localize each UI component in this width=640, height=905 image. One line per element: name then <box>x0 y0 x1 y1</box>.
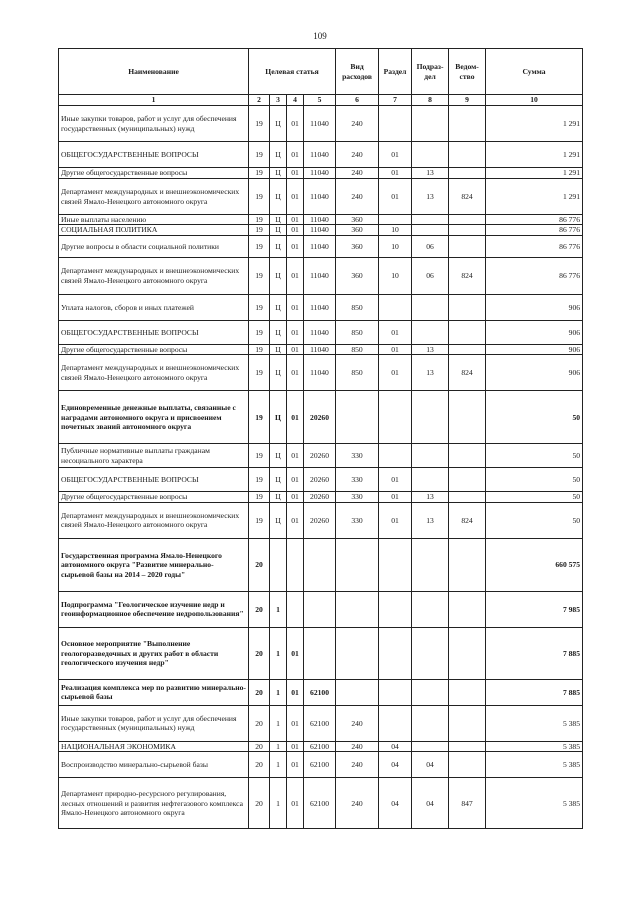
department-code: 824 <box>449 355 486 391</box>
department-code <box>449 225 486 235</box>
sum-value: 7 885 <box>486 679 583 705</box>
section-code: 04 <box>379 752 412 778</box>
row-name: Основное мероприятие "Выполнение геологоразведочных и других работ в области геологического изучения недр" <box>59 627 249 679</box>
subsection-code <box>412 591 449 627</box>
target-code-2: Ц <box>270 142 287 168</box>
target-code-2: Ц <box>270 235 287 257</box>
row-name: Иные закупки товаров, работ и услуг для обеспечения государственных (муниципальных) нужд <box>59 705 249 741</box>
target-code-1: 19 <box>249 320 270 344</box>
expense-type: 240 <box>336 778 379 829</box>
table-row <box>59 142 583 168</box>
target-code-1: 19 <box>249 294 270 320</box>
table-row <box>59 705 583 741</box>
target-code-3: 01 <box>287 778 304 829</box>
table-row <box>59 235 583 257</box>
target-code-4: 11040 <box>304 235 336 257</box>
expense-type: 850 <box>336 344 379 354</box>
expense-type: 240 <box>336 741 379 751</box>
expense-type: 360 <box>336 257 379 294</box>
target-code-1: 20 <box>249 752 270 778</box>
table-row <box>59 492 583 502</box>
target-code-3: 01 <box>287 741 304 751</box>
sum-value: 1 291 <box>486 179 583 215</box>
department-code <box>449 215 486 225</box>
target-code-2: 1 <box>270 627 287 679</box>
section-code <box>379 106 412 142</box>
target-code-2: 1 <box>270 679 287 705</box>
target-code-1: 20 <box>249 538 270 591</box>
section-code <box>379 705 412 741</box>
table-row <box>59 215 583 225</box>
target-code-1: 19 <box>249 106 270 142</box>
subsection-code <box>412 391 449 444</box>
section-code <box>379 679 412 705</box>
table-row <box>59 591 583 627</box>
target-code-2: Ц <box>270 215 287 225</box>
target-code-1: 19 <box>249 444 270 468</box>
budget-table <box>58 48 583 829</box>
subsection-code: 13 <box>412 502 449 538</box>
target-code-2: 1 <box>270 705 287 741</box>
target-code-1: 19 <box>249 492 270 502</box>
subsection-code <box>412 320 449 344</box>
row-name: Департамент международных и внешнеэкономических связей Ямало-Ненецкого автономного округа <box>59 179 249 215</box>
sum-value: 660 575 <box>486 538 583 591</box>
table-row <box>59 320 583 344</box>
expense-type: 240 <box>336 106 379 142</box>
target-code-4: 11040 <box>304 179 336 215</box>
row-name: Иные выплаты населению <box>59 215 249 225</box>
row-name: Другие общегосударственные вопросы <box>59 492 249 502</box>
table-row <box>59 778 583 829</box>
section-code: 10 <box>379 225 412 235</box>
target-code-3 <box>287 538 304 591</box>
target-code-2: Ц <box>270 391 287 444</box>
table-row <box>59 538 583 591</box>
sum-value: 50 <box>486 391 583 444</box>
expense-type: 240 <box>336 752 379 778</box>
column-number-row <box>59 95 583 106</box>
expense-type: 240 <box>336 168 379 179</box>
target-code-2: Ц <box>270 502 287 538</box>
sum-value: 50 <box>486 468 583 492</box>
expense-type: 850 <box>336 355 379 391</box>
target-code-1: 19 <box>249 468 270 492</box>
table-row <box>59 679 583 705</box>
expense-type <box>336 627 379 679</box>
sum-value: 1 291 <box>486 106 583 142</box>
row-name: ОБЩЕГОСУДАРСТВЕННЫЕ ВОПРОСЫ <box>59 142 249 168</box>
target-code-1: 19 <box>249 391 270 444</box>
target-code-4: 62100 <box>304 752 336 778</box>
header-expense-type: Вид расходов <box>336 49 379 95</box>
column-number: 8 <box>412 95 449 106</box>
target-code-4: 62100 <box>304 778 336 829</box>
column-number: 9 <box>449 95 486 106</box>
page-number: 109 <box>313 31 327 41</box>
target-code-3: 01 <box>287 752 304 778</box>
table-row <box>59 179 583 215</box>
target-code-1: 19 <box>249 344 270 354</box>
subsection-code <box>412 444 449 468</box>
section-code: 04 <box>379 778 412 829</box>
target-code-3: 01 <box>287 355 304 391</box>
row-name: Другие общегосударственные вопросы <box>59 168 249 179</box>
section-code: 01 <box>379 492 412 502</box>
sum-value: 1 291 <box>486 142 583 168</box>
subsection-code <box>412 741 449 751</box>
subsection-code <box>412 106 449 142</box>
row-name: Воспроизводство минерально-сырьевой базы <box>59 752 249 778</box>
department-code <box>449 468 486 492</box>
table-row <box>59 741 583 751</box>
table-row <box>59 344 583 354</box>
target-code-4: 11040 <box>304 355 336 391</box>
row-name: Департамент международных и внешнеэкономических связей Ямало-Ненецкого автономного округа <box>59 355 249 391</box>
section-code: 01 <box>379 320 412 344</box>
subsection-code: 13 <box>412 179 449 215</box>
table-row <box>59 468 583 492</box>
expense-type: 330 <box>336 444 379 468</box>
table-row <box>59 444 583 468</box>
header-subsection: Подраз-дел <box>412 49 449 95</box>
row-name: ОБЩЕГОСУДАРСТВЕННЫЕ ВОПРОСЫ <box>59 320 249 344</box>
target-code-2 <box>270 538 287 591</box>
target-code-1: 19 <box>249 215 270 225</box>
section-code <box>379 591 412 627</box>
table-row <box>59 355 583 391</box>
table-row <box>59 502 583 538</box>
department-code <box>449 142 486 168</box>
target-code-2: Ц <box>270 492 287 502</box>
target-code-4: 11040 <box>304 106 336 142</box>
department-code: 824 <box>449 502 486 538</box>
department-code <box>449 168 486 179</box>
target-code-1: 20 <box>249 679 270 705</box>
target-code-2: Ц <box>270 168 287 179</box>
table-row <box>59 168 583 179</box>
target-code-1: 20 <box>249 778 270 829</box>
table-row <box>59 257 583 294</box>
column-number: 6 <box>336 95 379 106</box>
subsection-code: 04 <box>412 778 449 829</box>
section-code: 01 <box>379 344 412 354</box>
department-code <box>449 106 486 142</box>
target-code-1: 19 <box>249 168 270 179</box>
target-code-1: 19 <box>249 502 270 538</box>
section-code: 01 <box>379 179 412 215</box>
target-code-1: 19 <box>249 235 270 257</box>
subsection-code: 06 <box>412 235 449 257</box>
target-code-2: 1 <box>270 752 287 778</box>
section-code: 01 <box>379 468 412 492</box>
department-code <box>449 752 486 778</box>
department-code: 824 <box>449 179 486 215</box>
department-code <box>449 391 486 444</box>
row-name: Публичные нормативные выплаты гражданам несоциального характера <box>59 444 249 468</box>
target-code-4: 62100 <box>304 741 336 751</box>
target-code-4: 11040 <box>304 142 336 168</box>
target-code-4: 20260 <box>304 492 336 502</box>
target-code-3: 01 <box>287 106 304 142</box>
department-code <box>449 235 486 257</box>
column-number: 7 <box>379 95 412 106</box>
expense-type <box>336 391 379 444</box>
target-code-2: Ц <box>270 468 287 492</box>
target-code-3: 01 <box>287 679 304 705</box>
target-code-4: 20260 <box>304 444 336 468</box>
column-number: 3 <box>270 95 287 106</box>
target-code-2: Ц <box>270 320 287 344</box>
target-code-1: 20 <box>249 741 270 751</box>
target-code-2: Ц <box>270 355 287 391</box>
subsection-code: 04 <box>412 752 449 778</box>
section-code <box>379 215 412 225</box>
section-code <box>379 627 412 679</box>
target-code-1: 19 <box>249 257 270 294</box>
column-number: 5 <box>304 95 336 106</box>
target-code-2: Ц <box>270 344 287 354</box>
target-code-3 <box>287 591 304 627</box>
target-code-3: 01 <box>287 142 304 168</box>
target-code-3: 01 <box>287 391 304 444</box>
target-code-2: 1 <box>270 741 287 751</box>
expense-type: 360 <box>336 235 379 257</box>
table-row <box>59 752 583 778</box>
row-name: Департамент международных и внешнеэкономических связей Ямало-Ненецкого автономного округа <box>59 257 249 294</box>
department-code <box>449 741 486 751</box>
target-code-1: 19 <box>249 142 270 168</box>
sum-value: 50 <box>486 492 583 502</box>
header-row <box>59 49 583 95</box>
table-row <box>59 391 583 444</box>
row-name: Другие общегосударственные вопросы <box>59 344 249 354</box>
expense-type <box>336 538 379 591</box>
expense-type: 330 <box>336 468 379 492</box>
subsection-code: 13 <box>412 355 449 391</box>
row-name: ОБЩЕГОСУДАРСТВЕННЫЕ ВОПРОСЫ <box>59 468 249 492</box>
expense-type: 240 <box>336 705 379 741</box>
section-code: 04 <box>379 741 412 751</box>
sum-value: 50 <box>486 444 583 468</box>
target-code-4 <box>304 538 336 591</box>
target-code-3: 01 <box>287 502 304 538</box>
department-code: 824 <box>449 257 486 294</box>
target-code-2: Ц <box>270 444 287 468</box>
target-code-4: 20260 <box>304 502 336 538</box>
department-code <box>449 344 486 354</box>
column-number: 1 <box>59 95 249 106</box>
target-code-2: 1 <box>270 778 287 829</box>
sum-value: 906 <box>486 320 583 344</box>
target-code-4: 11040 <box>304 168 336 179</box>
expense-type: 330 <box>336 492 379 502</box>
subsection-code: 13 <box>412 344 449 354</box>
table-row <box>59 627 583 679</box>
sum-value: 5 385 <box>486 752 583 778</box>
department-code <box>449 679 486 705</box>
sum-value: 86 776 <box>486 257 583 294</box>
row-name: Подпрограмма "Геологическое изучение недр и геоинформационное обеспечение недропользования" <box>59 591 249 627</box>
sum-value: 5 385 <box>486 778 583 829</box>
target-code-3: 01 <box>287 705 304 741</box>
section-code: 01 <box>379 355 412 391</box>
row-name: Другие вопросы в области социальной политики <box>59 235 249 257</box>
target-code-2: Ц <box>270 257 287 294</box>
header-department: Ведом-ство <box>449 49 486 95</box>
row-name: Департамент международных и внешнеэкономических связей Ямало-Ненецкого автономного округа <box>59 502 249 538</box>
department-code <box>449 538 486 591</box>
target-code-2: Ц <box>270 179 287 215</box>
sum-value: 5 385 <box>486 741 583 751</box>
sum-value: 5 385 <box>486 705 583 741</box>
department-code <box>449 705 486 741</box>
row-name: Реализация комплекса мер по развитию минерально-сырьевой базы <box>59 679 249 705</box>
header-sum: Сумма <box>486 49 583 95</box>
section-code <box>379 294 412 320</box>
sum-value: 86 776 <box>486 225 583 235</box>
sum-value: 906 <box>486 344 583 354</box>
target-code-4: 62100 <box>304 679 336 705</box>
target-code-4: 11040 <box>304 320 336 344</box>
section-code <box>379 391 412 444</box>
sum-value: 906 <box>486 355 583 391</box>
section-code <box>379 444 412 468</box>
sum-value: 7 885 <box>486 627 583 679</box>
target-code-1: 19 <box>249 355 270 391</box>
column-number: 2 <box>249 95 270 106</box>
target-code-3: 01 <box>287 225 304 235</box>
sum-value: 86 776 <box>486 215 583 225</box>
section-code: 10 <box>379 235 412 257</box>
sum-value: 7 985 <box>486 591 583 627</box>
target-code-3: 01 <box>287 320 304 344</box>
target-code-1: 19 <box>249 225 270 235</box>
subsection-code <box>412 538 449 591</box>
target-code-1: 19 <box>249 179 270 215</box>
section-code: 01 <box>379 502 412 538</box>
target-code-1: 20 <box>249 627 270 679</box>
header-section: Раздел <box>379 49 412 95</box>
target-code-3: 01 <box>287 492 304 502</box>
subsection-code <box>412 294 449 320</box>
row-name: Уплата налогов, сборов и иных платежей <box>59 294 249 320</box>
department-code: 847 <box>449 778 486 829</box>
target-code-4: 62100 <box>304 705 336 741</box>
section-code: 01 <box>379 142 412 168</box>
department-code <box>449 444 486 468</box>
expense-type: 330 <box>336 502 379 538</box>
target-code-1: 20 <box>249 591 270 627</box>
target-code-4: 11040 <box>304 257 336 294</box>
target-code-3: 01 <box>287 168 304 179</box>
column-number: 10 <box>486 95 583 106</box>
department-code <box>449 320 486 344</box>
target-code-3: 01 <box>287 294 304 320</box>
sum-value: 1 291 <box>486 168 583 179</box>
row-name: Единовременные денежные выплаты, связанные с наградами автономного округа и присвоением почетных званий автономного округа <box>59 391 249 444</box>
header-target: Целевая статья <box>249 49 336 95</box>
subsection-code <box>412 679 449 705</box>
section-code: 10 <box>379 257 412 294</box>
sum-value: 86 776 <box>486 235 583 257</box>
expense-type: 850 <box>336 320 379 344</box>
header-name: Наименование <box>59 49 249 95</box>
subsection-code <box>412 215 449 225</box>
target-code-4: 20260 <box>304 391 336 444</box>
subsection-code <box>412 468 449 492</box>
subsection-code <box>412 627 449 679</box>
subsection-code: 06 <box>412 257 449 294</box>
target-code-3: 01 <box>287 257 304 294</box>
expense-type: 360 <box>336 215 379 225</box>
department-code <box>449 492 486 502</box>
section-code <box>379 538 412 591</box>
department-code <box>449 627 486 679</box>
table-row <box>59 106 583 142</box>
department-code <box>449 294 486 320</box>
subsection-code <box>412 225 449 235</box>
target-code-3: 01 <box>287 344 304 354</box>
sum-value: 50 <box>486 502 583 538</box>
expense-type: 850 <box>336 294 379 320</box>
target-code-3: 01 <box>287 444 304 468</box>
department-code <box>449 591 486 627</box>
row-name: Департамент природно-ресурсного регулирования, лесных отношений и развития нефтегазового комплекса Ямало-Ненецкого автономного округа <box>59 778 249 829</box>
row-name: Иные закупки товаров, работ и услуг для обеспечения государственных (муниципальных) нужд <box>59 106 249 142</box>
expense-type: 240 <box>336 142 379 168</box>
target-code-4: 20260 <box>304 468 336 492</box>
section-code: 01 <box>379 168 412 179</box>
subsection-code <box>412 705 449 741</box>
table-row <box>59 294 583 320</box>
subsection-code: 13 <box>412 492 449 502</box>
row-name: НАЦИОНАЛЬНАЯ ЭКОНОМИКА <box>59 741 249 751</box>
target-code-1: 20 <box>249 705 270 741</box>
expense-type: 360 <box>336 225 379 235</box>
target-code-4: 11040 <box>304 294 336 320</box>
target-code-4 <box>304 627 336 679</box>
sum-value: 906 <box>486 294 583 320</box>
expense-type: 240 <box>336 179 379 215</box>
target-code-3: 01 <box>287 627 304 679</box>
target-code-2: Ц <box>270 294 287 320</box>
target-code-2: Ц <box>270 225 287 235</box>
subsection-code <box>412 142 449 168</box>
column-number: 4 <box>287 95 304 106</box>
target-code-2: Ц <box>270 106 287 142</box>
table-row <box>59 225 583 235</box>
target-code-4 <box>304 591 336 627</box>
target-code-4: 11040 <box>304 225 336 235</box>
target-code-3: 01 <box>287 215 304 225</box>
target-code-3: 01 <box>287 235 304 257</box>
subsection-code: 13 <box>412 168 449 179</box>
row-name: Государственная программа Ямало-Ненецкого автономного округа "Развитие минерально-сырьевой базы на 2014 – 2020 годы" <box>59 538 249 591</box>
target-code-4: 11040 <box>304 215 336 225</box>
expense-type <box>336 591 379 627</box>
target-code-2: 1 <box>270 591 287 627</box>
target-code-3: 01 <box>287 468 304 492</box>
target-code-3: 01 <box>287 179 304 215</box>
target-code-4: 11040 <box>304 344 336 354</box>
expense-type <box>336 679 379 705</box>
row-name: СОЦИАЛЬНАЯ ПОЛИТИКА <box>59 225 249 235</box>
